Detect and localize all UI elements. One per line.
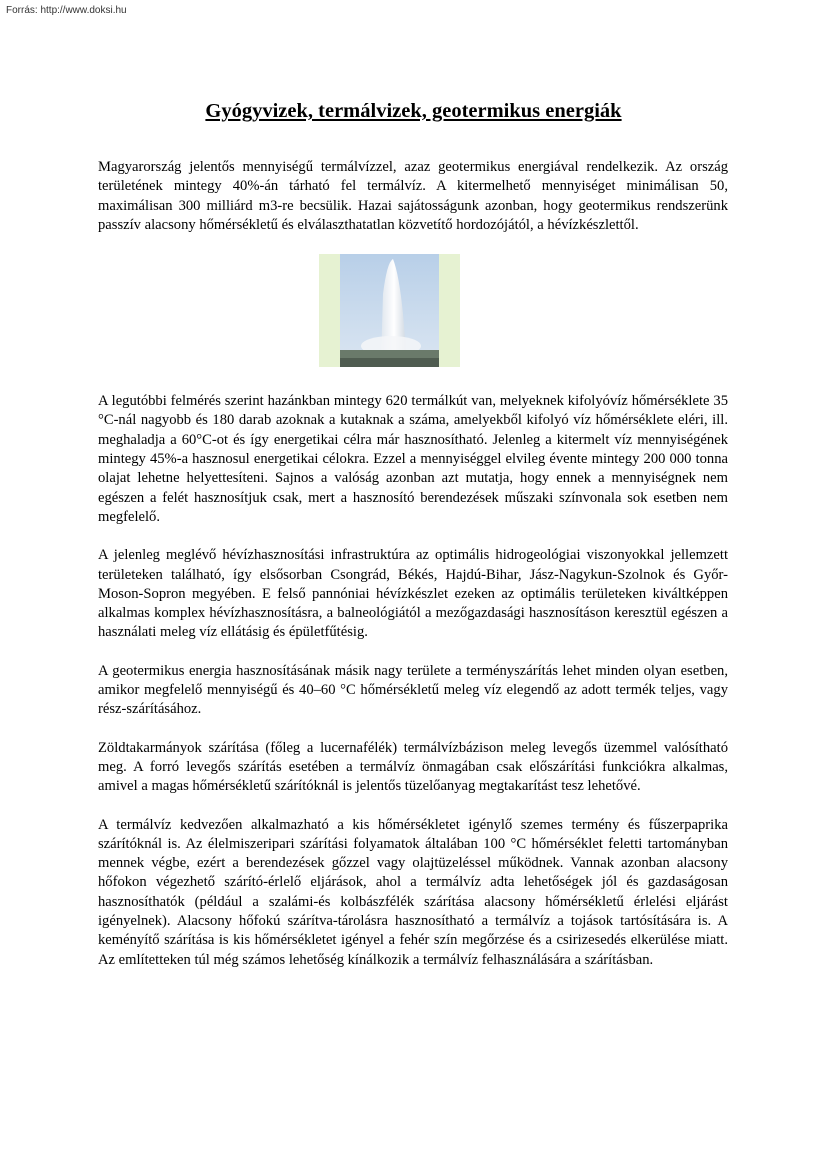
- paragraph-low-temp-drying: A termálvíz kedvezően alkalmazható a kis hőmérsékletet igénylő szemes termény és fűszerpaprika szárítóknál is. Az élelmiszeripari szárítási folyamatok általában 100 °C hőmérséklet feletti tartományban mennek végbe, ezért a berendezések gőzzel vagy olajtüzeléssel működnek. Vannak azonban alacsony hőfokon végezhető szárító-érlelő eljárások, ahol a termálvíz adta lehetőségek jól és gazdaságosan hasznosíthatók (például a szalámi-és kolbászfélék szárítása alacsony hőmérsékletű érlelési eljárást igényelnek). Alacsony hőfokú szárítva-tárolásra hasznosítható a termálvíz a tojások tartósítására is. A keményítő szárítása is kis hőmérsékletet igényel a fehér szín megőrzése és a csirizesedés elkerülése miatt. Az említetteken túl még számos lehetőség kínálkozik a termálvíz felhasználására a szárításban.: [98, 816, 728, 968]
- paragraph-infrastructure: A jelenleg meglévő hévízhasznosítási infrastruktúra az optimális hidrogeológiai viszonyokkal jellemzett területeken található, így elsősorban Csongrád, Békés, Hajdú-Bihar, Jász-Nagykun-Szolnok és Győr-Moson-Sopron megyében. E felső pannóniai hévízkészlet ezeken az optimális területeken kiváltképpen alkalmas komplex hévízhasznosításra, a balneológiától a mezőgazdasági hasznosításon keresztül egészen a használati meleg víz ellátásig és épületfűtésig.: [98, 547, 728, 641]
- geyser-photo: [319, 254, 460, 367]
- document-body: [98, 158, 728, 989]
- geyser-image: [319, 254, 460, 367]
- paragraph-intro: Magyarország jelentős mennyiségű termálvízzel, azaz geotermikus energiával rendelkezik. Az ország területének mintegy 40%-án tárható fel termálvíz. A kitermelhető mennyiséget minimálisan 50, maximálisan 300 milliárd m3-re becsülik. Hazai sajátosságunk azonban, hogy geotermikus rendszerünk passzív alacsony hőmérsékletű és elválaszthatatlan közvetítő hordozójától, a hévízkészlettől.: [98, 159, 728, 233]
- paragraph-thermal-wells: A legutóbbi felmérés szerint hazánkban mintegy 620 termálkút van, melyeknek kifolyóvíz hőmérséklete 35 °C-nál nagyobb és 180 darab azoknak a kutaknak a száma, amelyekből kifolyó víz hőmérséklete eléri, ill. meghaladja a 60°C-ot és így energetikai célra már hasznosítható. Jelenleg a kitermelt víz mennyiségének mintegy 45%-a hasznosul energetikai célokra. Ezzel a mennyiséggel elvileg évente mintegy 200 000 tonna olajat lehetne helyettesíteni. Sajnos a valóság azonban azt mutatja, hogy ennek a mennyiségnek nem egészen a felét hasznosítjuk csak, mert a hasznosító berendezések műszaki színvonala sok esetben nem megfelelő.: [98, 393, 728, 525]
- geyser-photo-container: [98, 254, 728, 374]
- paragraph-crop-drying: A geotermikus energia hasznosításának másik nagy területe a terményszárítás lehet minden olyan esetben, amikor megfelelő mennyiségű és 40–60 °C hőmérsékletű meleg víz elegendő az adott termék teljes, vagy rész-szárításához.: [98, 662, 728, 718]
- paragraph-green-fodder: Zöldtakarmányok szárítása (főleg a lucernafélék) termálvízbázison meleg levegős üzemmel valósítható meg. A forró levegős szárítás esetében a termálvíz önmagában csak előszárítási funkciókra alkalmas, amivel a magas hőmérsékletű szárítóknál is jelentős tüzelőanyag megtakarítást tesz lehetővé.: [98, 739, 728, 795]
- source-url: Forrás: http://www.doksi.hu: [6, 5, 127, 16]
- page-title: Gyógyvizek, termálvizek, geotermikus energiák: [205, 100, 622, 122]
